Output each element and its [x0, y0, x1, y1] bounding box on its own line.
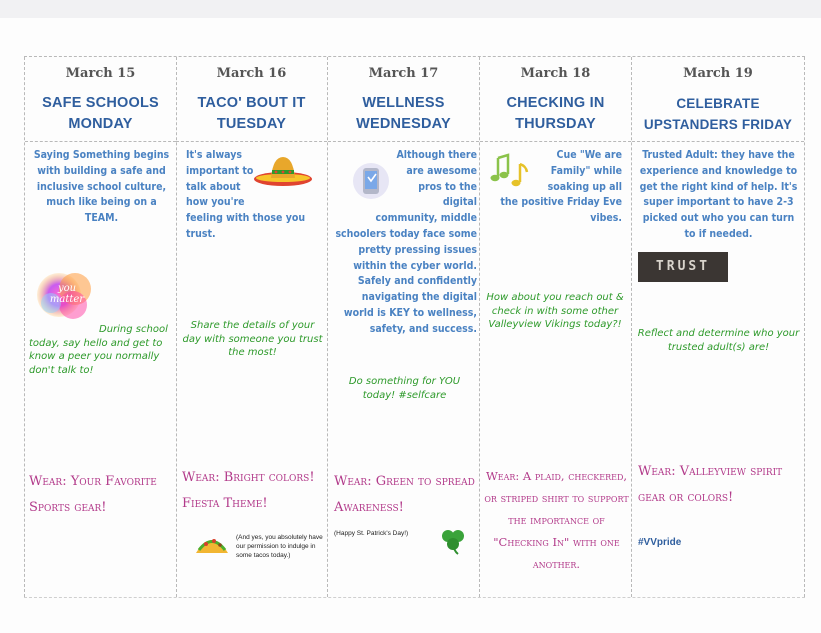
day-date: March 17	[368, 66, 439, 81]
day-challenge: Share the details of your day with someone you trust the most!	[182, 320, 323, 358]
day-date: March 16	[216, 66, 287, 81]
day-challenge: How about you reach out & check in with some other Valleyview Vikings today?!	[486, 292, 624, 330]
day-description: It's always important to talk about how you're feeling with those you trust.	[186, 149, 306, 240]
day-theme: TACO' BOUT IT TUESDAY	[197, 95, 306, 132]
day-note: (Happy St. Patrick's Day!)	[334, 530, 409, 537]
phone-icon	[352, 161, 390, 206]
day-theme: WELLNESS WEDNESDAY	[356, 95, 451, 132]
day-wear: Wear: Bright colors! Fiesta Theme!	[182, 470, 315, 511]
header-divider	[25, 141, 176, 142]
header-divider	[176, 141, 327, 142]
day-column-thursday	[480, 57, 632, 597]
sombrero-icon	[252, 153, 314, 194]
day-description: Saying Something begins with building a safe and inclusive school culture, much like being on a TEAM.	[33, 149, 170, 225]
day-description: Cue "We are Family" while soaking up all the positive Friday Eve vibes.	[500, 149, 622, 225]
day-theme: SAFE SCHOOLS MONDAY	[42, 95, 159, 132]
day-date: March 18	[520, 66, 591, 81]
header-divider	[632, 141, 804, 142]
trust-image	[638, 252, 728, 282]
day-date: March 15	[65, 66, 136, 81]
day-description: Although there are awesome pros to the digital community, middle schoolers today face some pretty pressing issues within the cyber world. Safely and confidently navigating the digital world is KEY to wellness, safety, and success.	[335, 149, 477, 335]
you-matter-image	[35, 267, 97, 328]
day-wear: Wear: Your Favorite Sports gear!	[29, 474, 157, 515]
trust-image-text: TRUST	[655, 259, 711, 274]
hashtag: #VVpride	[638, 537, 682, 548]
day-wear: Wear: A plaid, checkered, or striped shirt to support the importance of "Checking In" with one another.	[484, 469, 629, 571]
day-description: Trusted Adult: they have the experience and knowledge to get the right kind of help. It's super important to have 2-3 picked out who you can turn to if needed.	[639, 149, 798, 240]
music-notes-icon	[490, 152, 530, 193]
taco-icon	[194, 531, 230, 560]
day-wear: Wear: Green to spread Awareness!	[334, 474, 475, 515]
day-wear: Wear: Valleyview spirit gear or colors!	[638, 464, 783, 505]
day-column-monday	[24, 57, 177, 597]
day-challenge: During school today, say hello and get to know a peer you normally don't talk to!	[29, 324, 168, 376]
day-challenge: Reflect and determine who your trusted adult(s) are!	[637, 328, 800, 353]
day-column-tuesday	[176, 57, 328, 597]
day-column-friday	[632, 57, 805, 597]
day-date: March 19	[683, 66, 753, 81]
week-calendar	[24, 56, 805, 598]
shamrock-icon	[438, 525, 468, 560]
day-theme: CELEBRATE UPSTANDERS FRIDAY	[643, 96, 793, 132]
day-challenge: Do something for YOU today! #selfcare	[348, 376, 461, 401]
header-divider	[328, 141, 479, 142]
you-matter-text: you matter	[49, 283, 85, 305]
day-theme: CHECKING IN THURSDAY	[506, 95, 605, 132]
day-column-wednesday	[328, 57, 480, 597]
header-divider	[480, 141, 631, 142]
top-band	[0, 0, 821, 18]
day-note: (And yes, you absolutely have our permission to indulge in some tacos today.)	[236, 534, 323, 559]
